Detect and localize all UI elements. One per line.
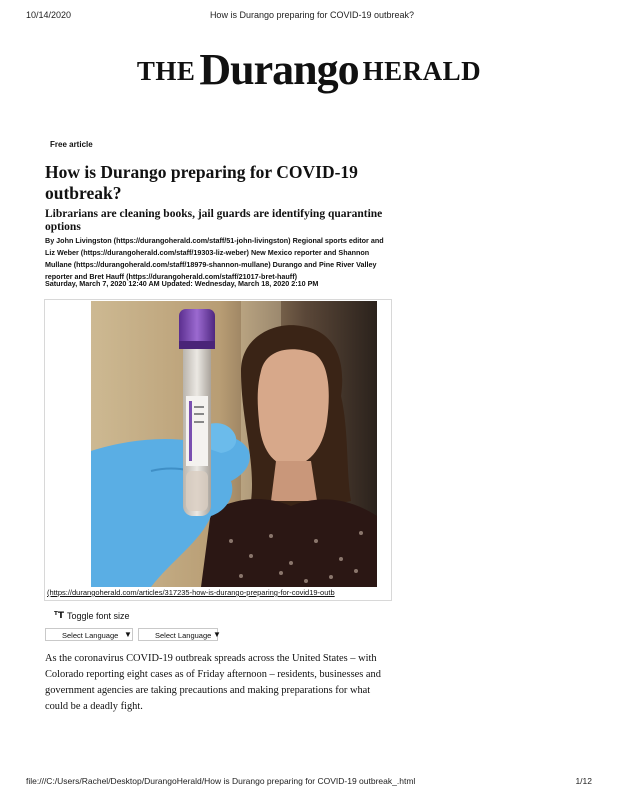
photo-link[interactable]: (https://durangoherald.com/articles/317235-how-is-durango-preparing-for-covid19-outb (47, 588, 335, 597)
article-photo[interactable] (91, 301, 377, 587)
language-select-1[interactable]: Select Language (45, 628, 133, 641)
article-subhead: Librarians are cleaning books, jail guards are identifying quarantine options (45, 208, 383, 233)
dropdown-arrow-icon[interactable]: ▼ (213, 630, 221, 639)
free-article-label: Free article (50, 140, 93, 149)
print-footer (26, 776, 598, 788)
print-date: 10/14/2020 (26, 10, 72, 20)
masthead-herald: HERALD (362, 56, 482, 86)
language-select-2[interactable]: Select Language (138, 628, 218, 641)
masthead-the: THE (136, 56, 196, 86)
article-byline: By John Livingston (https://durangoherald.com/staff/51-john-livingston) Regional sports editor and Liz Weber (https://durangoherald.com/staff/19303-liz-weber) New Mexico reporter and Shannon Mullane (https://durangoherald.com/staff/18979-shannon-mullane) Durango and Pine River Valley reporter and Bret Hauff (https://durangoherald.com/staff/21017-bret-hauff) (45, 236, 384, 281)
language-selectors (45, 628, 391, 641)
font-size-icon: ᵀT (54, 611, 65, 621)
masthead-durango: Durango (199, 45, 359, 94)
print-header (26, 10, 598, 22)
article-headline: How is Durango preparing for COVID-19 outbreak? (45, 162, 358, 203)
toggle-font-size-button[interactable] (54, 611, 130, 621)
article-body: As the coronavirus COVID-19 outbreak spreads across the United States – with Colorado reporting eight cases as of Friday afternoon – residents, businesses and government agencies are taking precautions and making preparations for what could be a deadly fight. (45, 653, 381, 712)
dropdown-arrow-icon[interactable]: ▼ (124, 630, 132, 639)
page-number: 1/12 (575, 776, 592, 786)
print-title: How is Durango preparing for COVID-19 outbreak? (209, 10, 415, 20)
article-dateline: Saturday, March 7, 2020 12:40 AM Updated: Wednesday, March 18, 2020 2:10 PM (45, 279, 319, 288)
toggle-font-size-label: Toggle font size (67, 611, 130, 621)
photo-illustration (91, 301, 377, 587)
photo-frame (44, 299, 392, 601)
masthead-logo (0, 44, 618, 95)
file-path: file:///C:/Users/Rachel/Desktop/DurangoHerald/How is Durango preparing for COVID-19 outbreak_.html (26, 776, 416, 786)
